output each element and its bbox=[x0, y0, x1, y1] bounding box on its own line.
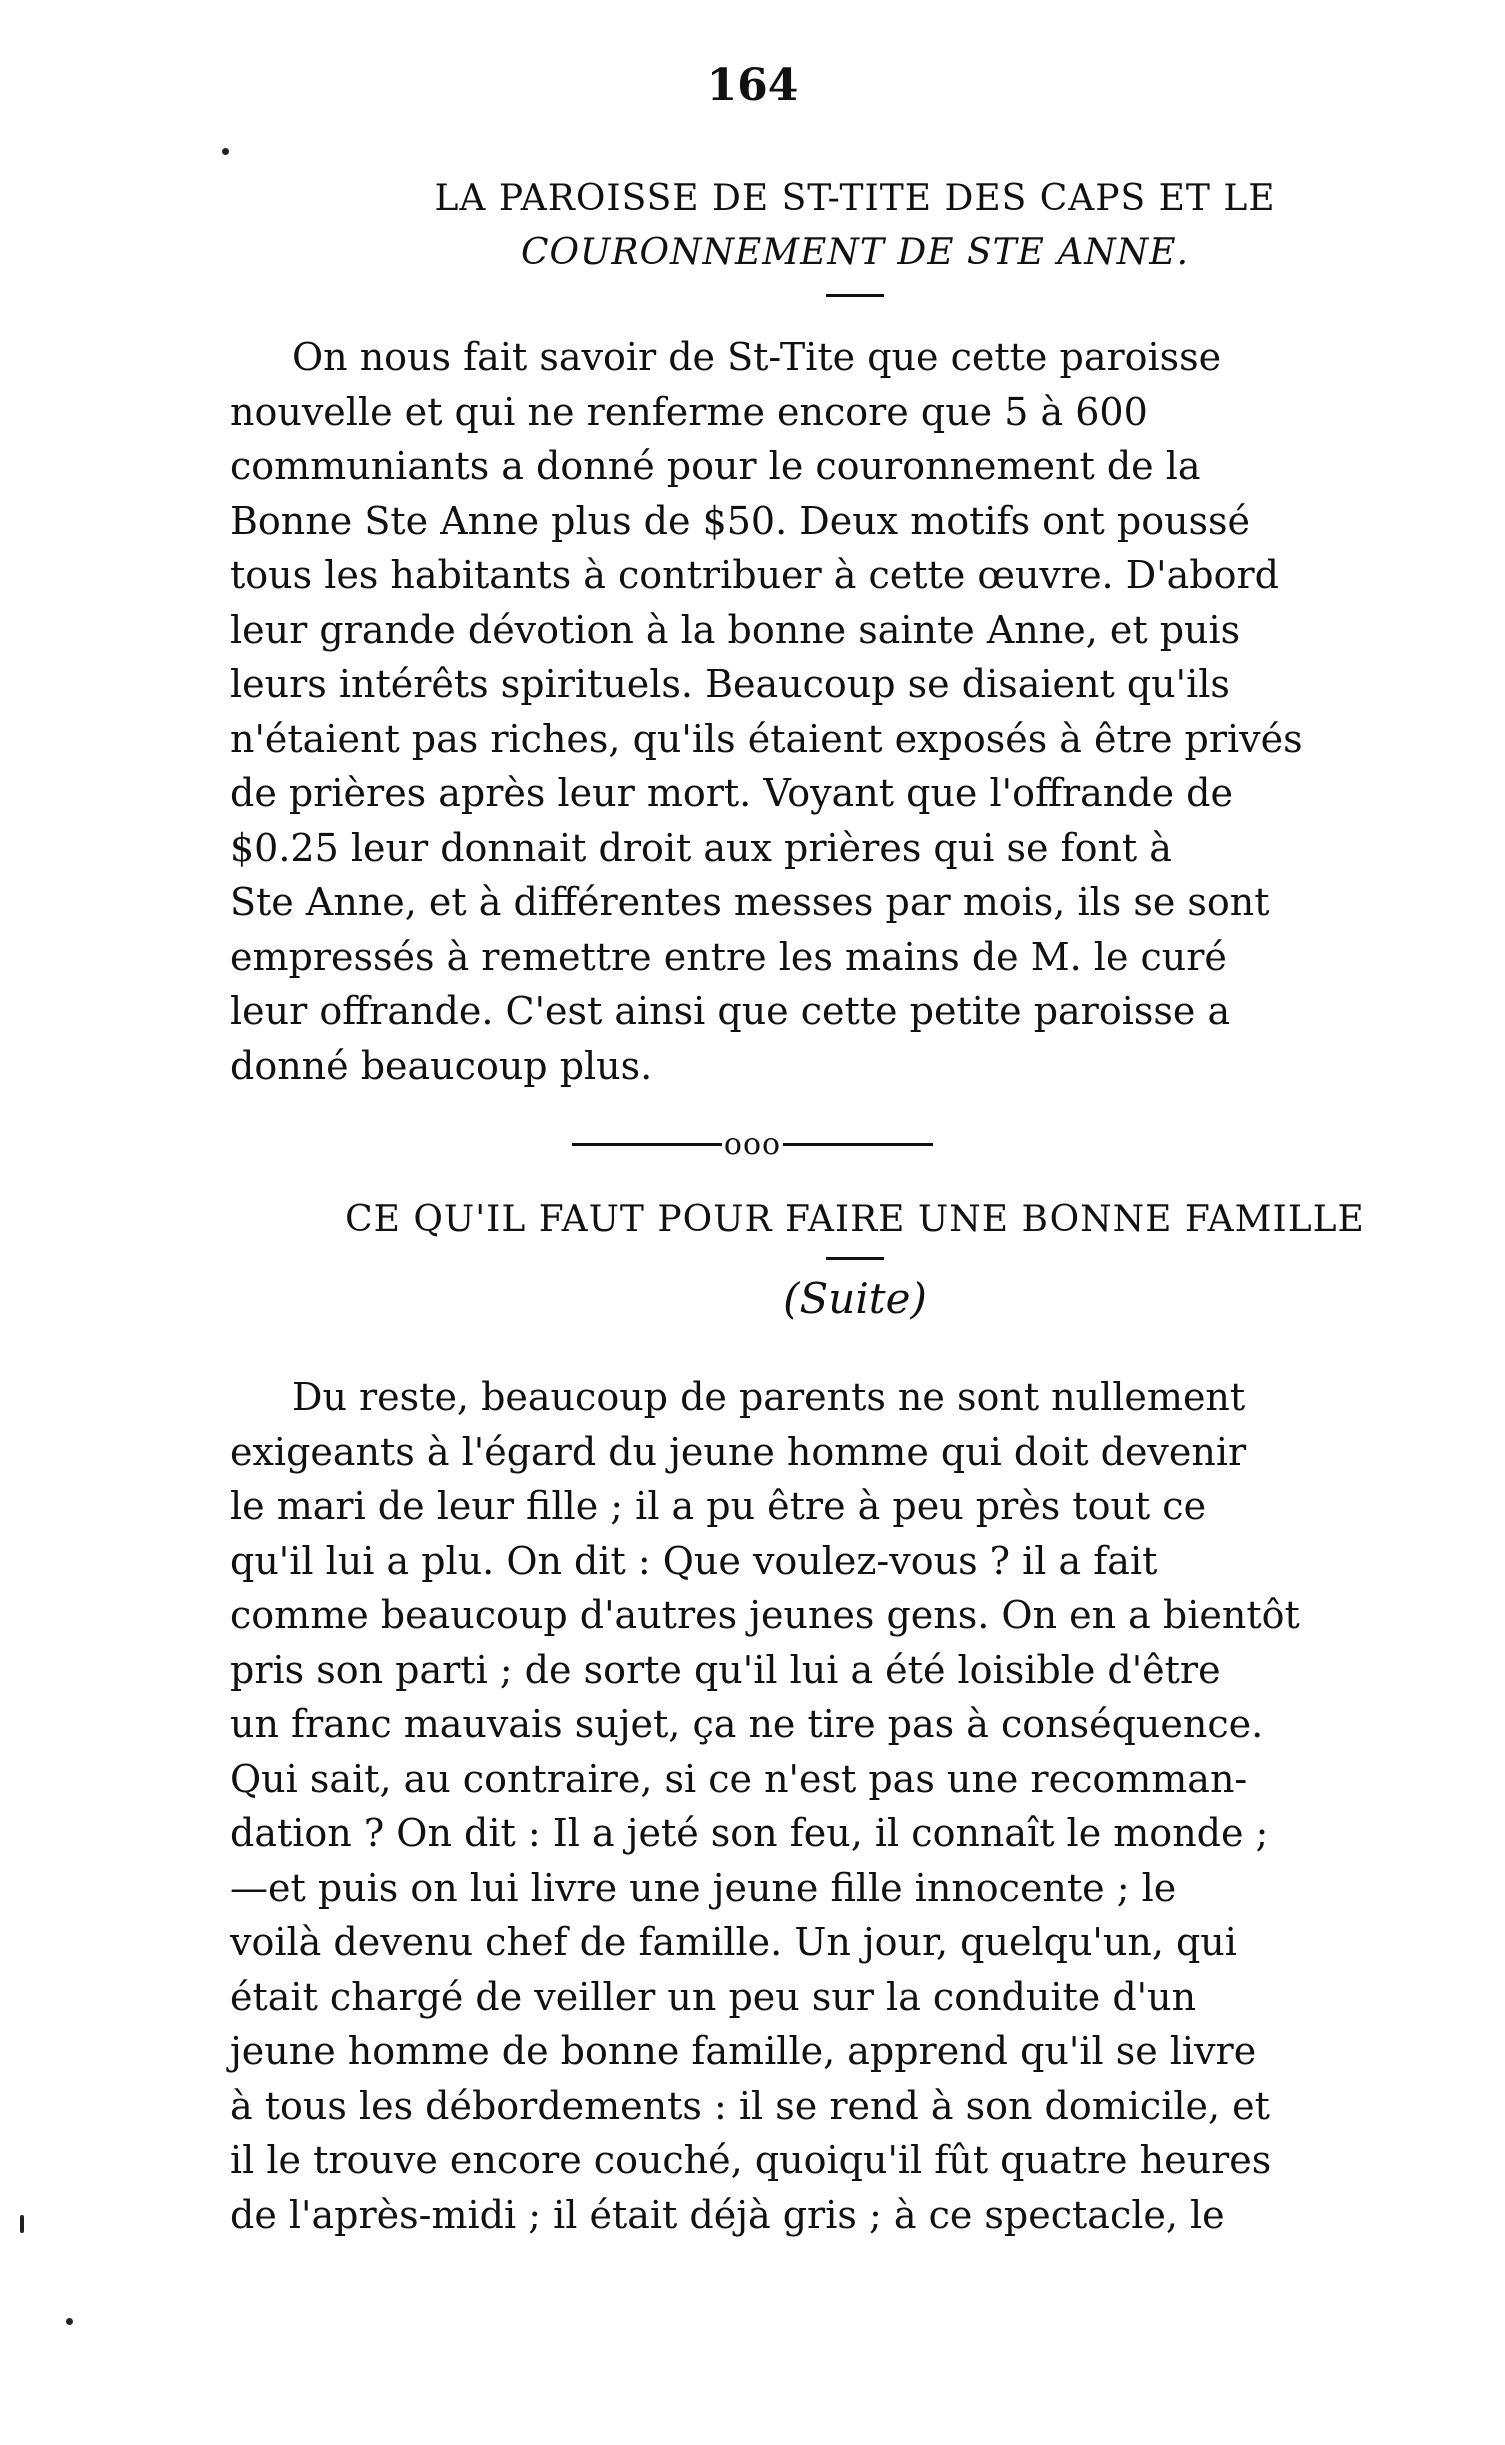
paragraph-line: $0.25 leur donnait droit aux prières qui se font à bbox=[230, 825, 1172, 870]
paragraph-line: il le trouve encore couché, quoiqu'il fût quatre heures bbox=[230, 2138, 1272, 2182]
paragraph-line: tous les habitants à contribuer à cette œuvre. D'abord bbox=[230, 553, 1279, 597]
paragraph-line: voilà devenu chef de famille. Un jour, quelqu'un, qui bbox=[230, 1920, 1237, 1964]
section-separator bbox=[0, 1125, 1505, 1162]
paragraph-line: leur offrande. C'est ainsi que cette petite paroisse a bbox=[230, 989, 1231, 1033]
article-1-title-line-1: LA PAROISSE DE ST-TITE DES CAPS ET LE bbox=[434, 178, 1276, 219]
paragraph-line: Du reste, beaucoup de parents ne sont nullement bbox=[292, 1375, 1246, 1419]
separator-ornament: ooo bbox=[723, 1126, 782, 1162]
scan-speck bbox=[222, 148, 229, 155]
scan-speck bbox=[20, 2215, 24, 2233]
title-rule bbox=[826, 294, 884, 297]
paragraph-line: nouvelle et qui ne renferme encore que 5 à 600 bbox=[230, 389, 1148, 434]
paragraph-line: Bonne Ste Anne plus de $50. Deux motifs ont poussé bbox=[230, 498, 1251, 543]
paragraph-line: communiants a donné pour le couronnement de la bbox=[230, 444, 1201, 488]
article-2-subtitle: (Suite) bbox=[783, 1274, 927, 1323]
article-1-title bbox=[230, 172, 1480, 280]
article-1-paragraph bbox=[230, 330, 1480, 1093]
paragraph-line: n'étaient pas riches, qu'ils étaient exposés à être privés bbox=[230, 716, 1303, 761]
separator-rule-right bbox=[783, 1143, 933, 1146]
paragraph-line: pris son parti ; de sorte qu'il lui a été loisible d'être bbox=[230, 1647, 1221, 1692]
paragraph-line: jeune homme de bonne famille, apprend qu'il se livre bbox=[230, 2029, 1257, 2073]
paragraph-line: le mari de leur fille ; il a pu être à peu près tout ce bbox=[230, 1484, 1207, 1528]
separator-rule-left bbox=[572, 1143, 722, 1146]
scan-speck bbox=[66, 2318, 73, 2325]
article-2-title: CE QU'IL FAUT POUR FAIRE UNE BONNE FAMILLE bbox=[345, 1199, 1365, 1240]
paragraph-line: On nous fait savoir de St-Tite que cette paroisse bbox=[292, 335, 1222, 379]
paragraph-line: comme beaucoup d'autres jeunes gens. On en a bientôt bbox=[230, 1593, 1300, 1637]
paragraph-line: un franc mauvais sujet, ça ne tire pas à conséquence. bbox=[230, 1702, 1264, 1746]
paragraph-line: Qui sait, au contraire, si ce n'est pas une recomman- bbox=[230, 1756, 1248, 1801]
paragraph-line: —et puis on lui livre une jeune fille innocente ; le bbox=[230, 1865, 1177, 1910]
paragraph-line: à tous les débordements : il se rend à son domicile, et bbox=[230, 2083, 1270, 2128]
paragraph-line: donné beaucoup plus. bbox=[230, 1043, 653, 1088]
paragraph-line: de l'après-midi ; il était déjà gris ; à ce spectacle, le bbox=[230, 2192, 1225, 2237]
article-1 bbox=[230, 172, 1480, 297]
paragraph-line: qu'il lui a plu. On dit : Que voulez-vous ? il a fait bbox=[230, 1538, 1158, 1583]
article-2-paragraph bbox=[230, 1370, 1480, 2242]
article-1-title-line-2: COURONNEMENT DE STE ANNE. bbox=[520, 232, 1190, 273]
paragraph-line: de prières après leur mort. Voyant que l'offrande de bbox=[230, 771, 1233, 815]
article-2 bbox=[230, 1195, 1480, 1323]
page-number: 164 bbox=[706, 60, 799, 111]
title-rule bbox=[826, 1257, 884, 1260]
paragraph-line: dation ? On dit : Il a jeté son feu, il connaît le monde ; bbox=[230, 1811, 1269, 1855]
paragraph-line: était chargé de veiller un peu sur la conduite d'un bbox=[230, 1974, 1197, 2019]
paragraph-line: exigeants à l'égard du jeune homme qui doit devenir bbox=[230, 1429, 1247, 1474]
paragraph-line: empressés à remettre entre les mains de M. le curé bbox=[230, 934, 1227, 979]
paragraph-line: leur grande dévotion à la bonne sainte Anne, et puis bbox=[230, 607, 1241, 652]
paragraph-line: Ste Anne, et à différentes messes par mois, ils se sont bbox=[230, 880, 1270, 924]
paragraph-line: leurs intérêts spirituels. Beaucoup se disaient qu'ils bbox=[230, 662, 1230, 706]
